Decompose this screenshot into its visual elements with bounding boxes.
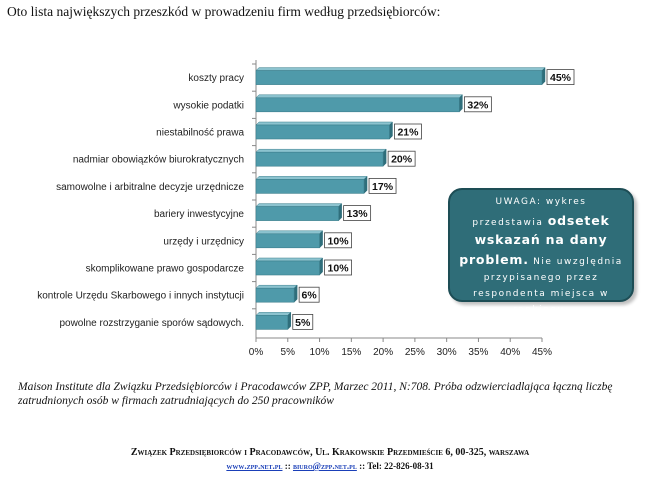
category-label: powolne rozstrzyganie sporów sądowych. bbox=[59, 317, 244, 329]
footer-separator-2: :: Tel: bbox=[356, 461, 385, 471]
note-line-5: przypisanego przez bbox=[483, 273, 599, 283]
note-line-7: rankingu. bbox=[512, 305, 570, 315]
note-box bbox=[448, 188, 634, 315]
x-tick-label: 0% bbox=[248, 347, 264, 358]
bar bbox=[256, 71, 542, 85]
note-line-4b: Nie uwzględnia bbox=[528, 257, 623, 267]
data-label: 45% bbox=[549, 72, 572, 85]
x-tick-label: 40% bbox=[500, 347, 521, 358]
bar bbox=[256, 288, 294, 302]
note-line-3: wskazań na dany bbox=[474, 232, 608, 247]
category-label: wysokie podatki bbox=[173, 100, 244, 112]
x-tick-label: 10% bbox=[309, 347, 330, 358]
bar-top-face bbox=[256, 258, 323, 261]
footer-separator-1: :: bbox=[282, 461, 293, 471]
data-label: 10% bbox=[327, 262, 349, 275]
note-line-4a: problem. bbox=[459, 252, 529, 267]
category-label: nadmiar obowiązków biurokratycznych bbox=[72, 154, 244, 166]
bar bbox=[256, 207, 339, 221]
category-label: bariery inwestycyjne bbox=[153, 209, 244, 221]
x-tick-label: 35% bbox=[468, 347, 489, 358]
category-label: koszty pracy bbox=[188, 73, 244, 85]
category-label: kontrole Urzędu Skarbowego i innych instytucji bbox=[37, 290, 244, 302]
bar bbox=[256, 125, 389, 139]
note-line-1: UWAGA: wykres bbox=[495, 197, 587, 207]
website-link[interactable]: www.zpp.net.pl bbox=[226, 461, 283, 471]
footer-address: Związek Przedsiębiorców i Pracodawców, Ul. Krakowskie Przedmieście 6, 00-325, warszawa bbox=[130, 447, 530, 458]
bar-side-face bbox=[389, 122, 392, 139]
bar-top-face bbox=[256, 68, 545, 71]
x-tick-label: 15% bbox=[341, 347, 362, 358]
bar-top-face bbox=[256, 176, 367, 179]
bar-side-face bbox=[288, 312, 291, 329]
bar-top-face bbox=[256, 312, 291, 315]
data-label: 21% bbox=[397, 126, 419, 139]
bar-side-face bbox=[320, 231, 323, 248]
bar bbox=[256, 179, 364, 193]
bar-side-face bbox=[364, 176, 367, 193]
note-line-2b: odsetek bbox=[547, 213, 610, 228]
bar-side-face bbox=[294, 285, 297, 302]
category-label: skomplikowane prawo gospodarcze bbox=[85, 263, 244, 275]
footer-contact bbox=[0, 461, 660, 471]
data-label: 13% bbox=[346, 208, 368, 221]
bar bbox=[256, 234, 320, 248]
bar bbox=[256, 315, 288, 329]
data-label: 10% bbox=[327, 235, 349, 248]
data-label: 17% bbox=[372, 180, 394, 193]
bar-side-face bbox=[459, 95, 462, 112]
note-line-2a: przedstawia bbox=[472, 218, 548, 228]
bar-top-face bbox=[256, 231, 323, 234]
email-link[interactable]: biuro@zpp.net.pl bbox=[292, 461, 357, 471]
x-tick-label: 5% bbox=[280, 347, 296, 358]
category-label: urzędy i urzędnicy bbox=[163, 236, 244, 248]
data-label: 5% bbox=[295, 316, 311, 329]
x-tick-label: 20% bbox=[373, 347, 394, 358]
x-tick-label: 25% bbox=[404, 347, 425, 358]
x-tick-label: 45% bbox=[531, 347, 553, 358]
data-label: 32% bbox=[467, 99, 489, 112]
phone-number: 22-826-08-31 bbox=[384, 461, 434, 471]
bar-side-face bbox=[383, 149, 386, 166]
bar-top-face bbox=[256, 285, 297, 288]
bar-top-face bbox=[256, 149, 386, 152]
bar-top-face bbox=[256, 122, 392, 125]
bar-side-face bbox=[542, 68, 545, 85]
bar-side-face bbox=[320, 258, 323, 275]
bar-top-face bbox=[256, 204, 342, 207]
data-label: 6% bbox=[301, 289, 317, 302]
x-tick-label: 30% bbox=[436, 347, 457, 358]
category-label: samowolne i arbitralne decyzje urzędnicze bbox=[56, 181, 244, 193]
bar bbox=[256, 98, 459, 112]
page-title: Oto lista największych przeszkód w prowadzeniu firm według przedsiębiorców: bbox=[7, 4, 441, 19]
bar-side-face bbox=[339, 204, 342, 221]
bar bbox=[256, 261, 320, 275]
category-label: niestabilność prawa bbox=[156, 127, 244, 139]
note-line-6: respondenta miejsca w bbox=[473, 289, 609, 299]
bar bbox=[256, 152, 383, 166]
bar-top-face bbox=[256, 95, 462, 98]
source-note: Maison Institute dla Związku Przedsiębiorców i Pracodawców ZPP, Marzec 2011, N:708. Próba odzwierciadlająca łączną liczbę zatrudnionych osób w firmach zatrudniających do 250 pracowników bbox=[18, 381, 613, 407]
data-label: 20% bbox=[391, 153, 413, 166]
